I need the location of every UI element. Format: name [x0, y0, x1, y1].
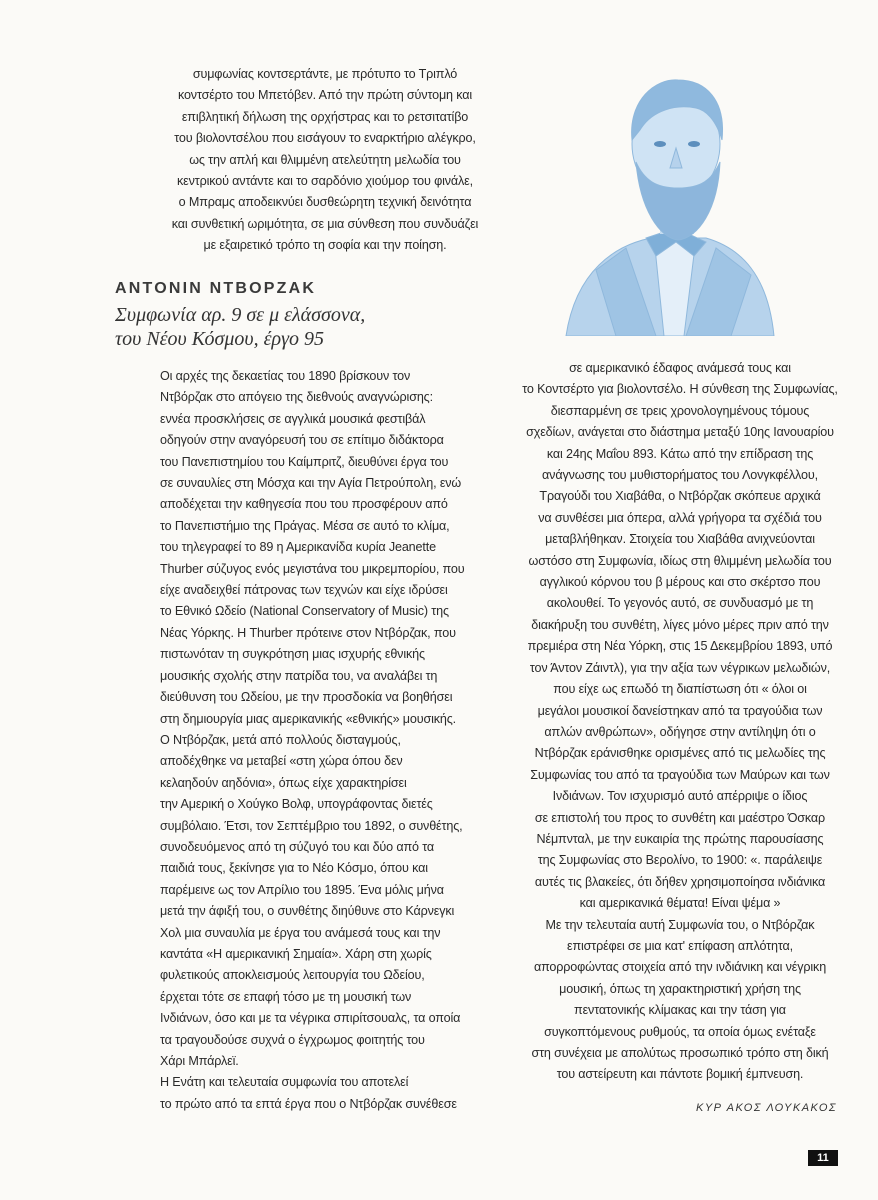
text-line: και συνθετική ωριμότητα, σε μια σύνθεση που συνδυάζει: [171, 216, 479, 231]
text-line: Χάρι Μπάρλεϊ.: [160, 1054, 239, 1068]
intro-paragraph: [160, 64, 490, 257]
right-column-text: [515, 358, 845, 1086]
text-line: ωστόσο στη Συμφωνία, ιδίως στη θλιμμένη μελωδία του: [528, 553, 832, 568]
text-line: στη δημιουργία μιας αμερικανικής «εθνικής» μουσικής.: [160, 711, 457, 726]
text-line: Ντβόρζακ στο απόγειο της διεθνούς αναγνώρισης:: [160, 390, 433, 405]
text-line: απορροφώντας στοιχεία από την ινδιάνικη και νέγρικη: [533, 960, 827, 975]
text-line: Τραγούδι του Χιαβάθα, ο Ντβόρζακ σκόπευε αρχικά: [539, 489, 821, 504]
text-line: οδηγούν στην αναγόρευσή του σε επίτιμο διδάκτορα: [160, 433, 444, 448]
text-line: Χολ μια συναυλία με έργα του ανάμεσά τους και την: [160, 925, 441, 940]
work-title-line-2: του Νέου Κόσμου, έργο 95: [115, 328, 324, 350]
text-line: ως την απλή και θλιμμένη ατελεύτητη μελωδία του: [189, 152, 461, 167]
text-line: έρχεται τότε σε επαφή τόσο με τη μουσική των: [160, 989, 412, 1004]
text-line: ο Μπραμς αποδεικνύει δυσθεώρητη τεχνική δεινότητα: [178, 195, 472, 210]
text-line: Νέας Υόρκης. Η Thurber πρότεινε στον Ντβόρζακ, που: [160, 625, 456, 640]
page-number: 11: [808, 1150, 838, 1166]
text-line: ανάγνωσης του μυθιστορήματος του Λονγκφέλλου,: [542, 468, 818, 483]
text-line: ακολουθεί. Το γεγονός αυτό, σε συνδυασμό με τη: [546, 596, 814, 611]
text-line: Ντβόρζακ εράνισθηκε ορισμένες από τις μελωδίες της: [534, 746, 826, 761]
text-line: μεταβλήθηκαν. Στοιχεία του Χιαβάθα ανιχνεύονται: [545, 532, 815, 547]
text-line: φυλετικούς αποκλεισμούς λειτουργία του Ωδείου,: [160, 968, 425, 983]
text-line: απλών ανθρώπων», οδήγησε στην αντίληψη ότι ο: [544, 724, 816, 739]
text-line: Η Ενάτη και τελευταία συμφωνία του αποτελεί: [160, 1075, 409, 1090]
text-line: Νέμπνταλ, με την ευκαιρία της πρώτης παρουσίασης: [536, 831, 824, 846]
text-line: Συμφωνίας του από τα τραγούδια των Μαύρων και των: [530, 767, 830, 782]
text-line: σχεδίων, ανάγεται στο διάστημα μεταξύ 10ης Ιανουαρίου: [526, 425, 834, 440]
text-line: συγκοπτόμενους ρυθμούς, τα οποία όμως ενέταξε: [544, 1024, 816, 1039]
author-signature: ΚΥΡ ΑΚΟΣ ΛΟΥΚΑΚΟΣ: [696, 1102, 838, 1114]
text-line: παρέμεινε ως τον Απρίλιο του 1895. Ένα μόλις μήνα: [160, 882, 444, 897]
text-line: και 24ης Μαΐου 893. Κάτω από την επίδραση της: [546, 446, 814, 461]
text-line: πρεμιέρα στη Νέα Υόρκη, στις 15 Δεκεμβρίου 1893, υπό: [527, 639, 833, 654]
text-line: κεντρικού αντάντε και το σαρδόνιο χιούμορ του φινάλε,: [177, 174, 473, 189]
text-line: να συνθέσει μια όπερα, αλλά γρήγορα τα σχέδιά του: [538, 510, 822, 525]
text-line: πεντατονικής κλίμακας και την τάση για: [574, 1003, 786, 1018]
text-line: το Πανεπιστήμιο της Πράγας. Μέσα σε αυτό το κλίμα,: [160, 518, 450, 533]
text-line: με εξαιρετικό τρόπο τη σοφία και την ποίηση.: [203, 238, 447, 253]
text-line: συμφωνίας κοντσερτάντε, με πρότυπο το Τριπλό: [192, 67, 458, 81]
text-line: του τηλεγραφεί το 89 η Αμερικανίδα κυρία Jeanette: [160, 540, 436, 555]
composer-name: ΑΝΤΟΝΙΝ ΝΤΒΟΡΖΑΚ: [115, 280, 317, 297]
composer-portrait: [556, 70, 776, 336]
text-line: μετά την άφιξή του, ο συνθέτης διηύθυνε στο Κάρνεγκι: [160, 904, 455, 919]
text-line: συμβόλαιο. Έτσι, τον Σεπτέμβριο του 1892, ο συνθέτης,: [160, 818, 463, 833]
text-line: σε συναυλίες στη Μόσχα και την Αγία Πετρούπολη, ενώ: [160, 476, 462, 491]
text-line: κοντσέρτο του Μπετόβεν. Από την πρώτη σύντομη και: [177, 88, 473, 103]
text-line: της Συμφωνίας στο Βερολίνο, το 1900: «. παράλειψε: [537, 853, 823, 868]
text-line: στη συνέχεια με απολύτως προσωπικό τρόπο στη δική: [531, 1046, 829, 1060]
text-line: επιστρέφει σε μια κατ' επίφαση απλότητα,: [566, 938, 793, 953]
text-line: πιστωνόταν τη συγκρότηση μιας ισχυρής εθνικής: [160, 647, 425, 662]
text-line: επιβλητική δήλωση της ορχήστρας και το ρετσιτατίβο: [181, 109, 469, 124]
work-title-line-1: Συμφωνία αρ. 9 σε μ ελάσσονα,: [115, 304, 366, 326]
text-line: τα τραγουδούσε συχνά ο έγχρωμος φοιτητής του: [160, 1032, 425, 1047]
text-line: διεύθυνση του Ωδείου, με την προσδοκία να βοηθήσει: [160, 690, 453, 705]
text-line: και αμερικανικά θέματα! Είναι ψέμα »: [579, 896, 781, 911]
text-line: συνοδευόμενος από τη σύζυγό του και δύο από τα: [160, 839, 435, 854]
text-line: Ο Ντβόρζακ, μετά από πολλούς δισταγμούς,: [160, 732, 401, 747]
text-line: παιδιά τους, ξεκίνησε για το Νέο Κόσμο, όπου και: [160, 861, 428, 876]
text-line: μουσικής σχολής στην πατρίδα του, να αναλάβει τη: [160, 668, 438, 683]
text-line: το πρώτο από τα επτά έργα που ο Ντβόρζακ συνέθεσε: [160, 1096, 457, 1111]
text-line: Με την τελευταία αυτή Συμφωνία του, ο Ντβόρζακ: [545, 917, 815, 932]
text-line: σε αμερικανικό έδαφος ανάμεσά τους και: [569, 361, 791, 375]
text-line: Οι αρχές της δεκαετίας του 1890 βρίσκουν τον: [160, 369, 411, 383]
text-line: το Κοντσέρτο για βιολοντσέλο. Η σύνθεση της Συμφωνίας,: [522, 382, 838, 397]
text-line: είχε αναδειχθεί πάτρονας των τεχνών και είχε ιδρύσει: [160, 583, 448, 598]
text-line: του βιολοντσέλου που εισάγουν το εναρκτήριο αλέγκρο,: [174, 131, 476, 146]
text-line: εννέα προσκλήσεις σε αγγλικά μουσικά φεστιβάλ: [160, 411, 426, 426]
text-line: που είχε ως επωδό τη διαπίστωση ότι « όλοι οι: [553, 682, 807, 697]
text-line: του Πανεπιστημίου του Καίμπριτζ, διευθύνει έργα του: [160, 454, 449, 469]
text-line: αυτές τις βλακείες, ότι δήθεν χρησιμοποίησα ινδιάνικα: [534, 874, 826, 889]
text-line: αγγλικού κόρνου του β μέρους και στο σκέρτσο που: [539, 575, 821, 590]
text-line: καντάτα «Η αμερικανική Σημαία». Χάρη στη χωρίς: [160, 946, 432, 961]
text-line: διακήρυξη του συνθέτη, λίγες μόνο μέρες πριν από την: [531, 617, 829, 632]
text-line: τον Άντον Ζάιντλ), για την αξία των νέγρικων μελωδιών,: [529, 660, 831, 675]
text-line: μεγάλοι μουσικοί δανείστηκαν από τα τραγούδια των: [537, 703, 823, 718]
text-line: Ινδιάνων. Τον ισχυρισμό αυτό απέρριψε ο ίδιος: [552, 789, 808, 804]
section-heading: [115, 279, 495, 351]
text-line: κελαηδούν αηδόνια», όπως είχε χαρακτηρίσει: [160, 775, 407, 790]
text-line: Thurber σύζυγος ενός μεγιστάνα του μικρεμπορίου, που: [160, 561, 465, 576]
left-column-text: [160, 366, 490, 1115]
text-line: διεσπαρμένη σε τρεις χρονολογημένους τόμους: [550, 403, 810, 418]
text-line: μουσική, όπως τη χαρακτηριστική χρήση της: [559, 981, 801, 996]
text-line: την Αμερική ο Χούγκο Βολφ, υπογράφοντας διετές: [160, 797, 433, 812]
text-line: του αστείρευτη και πάντοτε βομική έμπνευση.: [556, 1067, 804, 1082]
text-line: Ινδιάνων, όσο και με τα νέγρικα σπιρίτσουαλς, τα οποία: [160, 1011, 461, 1026]
text-line: αποδέχθηκε να μεταβεί «στη χώρα όπου δεν: [160, 754, 403, 769]
text-line: σε επιστολή του προς το συνθέτη και μαέστρο Όσκαρ: [534, 810, 826, 825]
text-line: αποδέχεται την καθηγεσία που του προσφέρουν από: [160, 497, 448, 512]
text-line: το Εθνικό Ωδείο (National Conservatory of Music) της: [160, 604, 449, 619]
